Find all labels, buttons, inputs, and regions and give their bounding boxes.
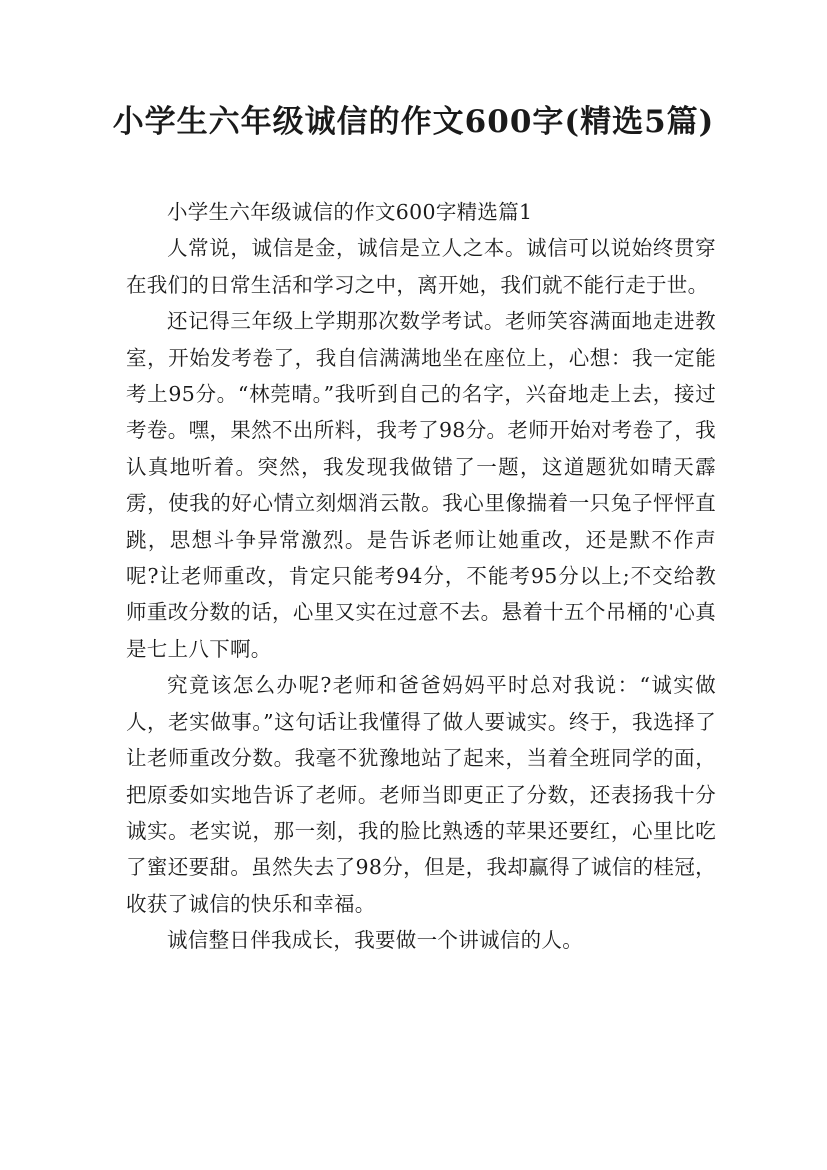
paragraph-1: 人常说，诚信是金，诚信是立人之本。诚信可以说始终贯穿在我们的日常生活和学习之中，离开她，我们就不能行走于世。 (126, 236, 716, 297)
document-title: 小学生六年级诚信的作文600字(精选5篇) (112, 104, 715, 140)
document-body (126, 194, 716, 959)
paragraph-4: 诚信整日伴我成长，我要做一个讲诚信的人。 (167, 928, 583, 953)
paragraph-3: 究竟该怎么办呢?老师和爸爸妈妈平时总对我说：“诚实做人，老实做事。”这句话让我懂得了做人要诚实。终于，我选择了让老师重改分数。我毫不犹豫地站了起来，当着全班同学的面，把原委如实地告诉了老师。老师当即更正了分数，还表扬我十分诚实。老实说，那一刻，我的脸比熟透的苹果还要红，心里比吃了蜜还要甜。虽然失去了98分，但是，我却赢得了诚信的桂冠，收获了诚信的快乐和幸福。 (126, 673, 716, 916)
section-heading: 小学生六年级诚信的作文600字精选篇1 (167, 200, 533, 224)
paragraph-2: 还记得三年级上学期那次数学考试。老师笑容满面地走进教室，开始发考卷了，我自信满满地坐在座位上，心想：我一定能考上95分。“林莞晴。”我听到自己的名字，兴奋地走上去，接过考卷。嘿，果然不出所料，我考了98分。老师开始对考卷了，我认真地听着。突然，我发现我做错了一题，这道题犹如晴天霹雳，使我的好心情立刻烟消云散。我心里像揣着一只兔子怦怦直跳，思想斗争异常激烈。是告诉老师让她重改，还是默不作声呢?让老师重改，肯定只能考94分，不能考95分以上;不交给教师重改分数的话，心里又实在过意不去。悬着十五个吊桶的'心真是七上八下啊。 (126, 309, 716, 661)
